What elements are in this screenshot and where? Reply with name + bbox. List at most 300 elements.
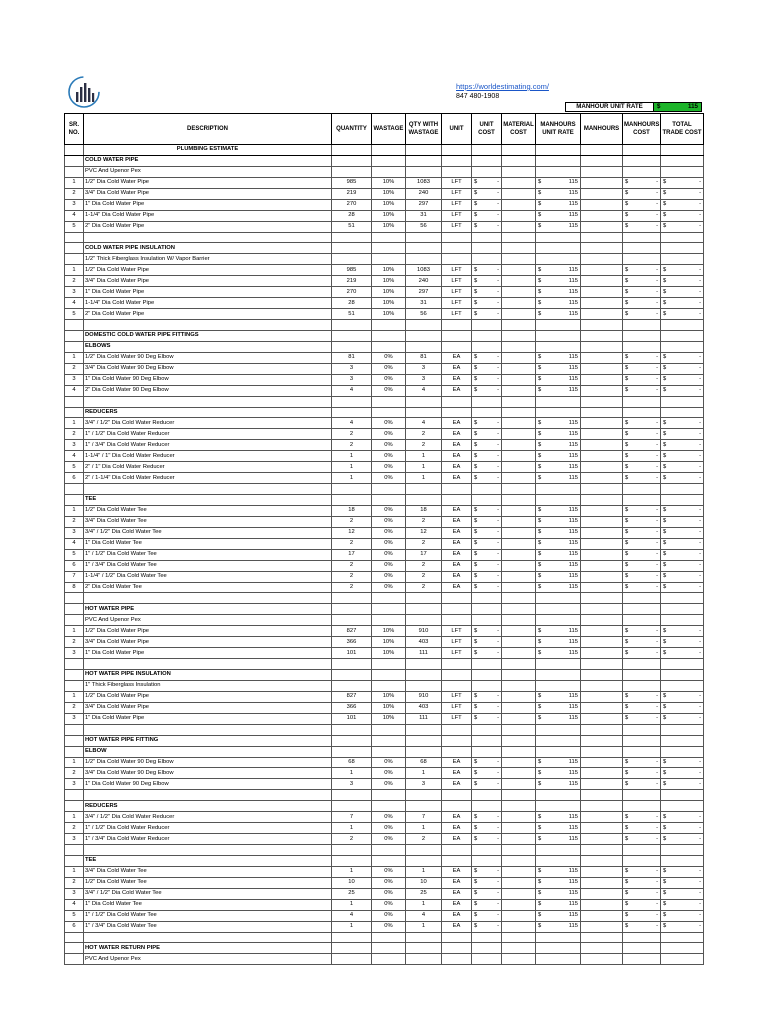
cell-manhours[interactable] xyxy=(581,287,623,298)
cell-qty-with-wastage[interactable]: 4 xyxy=(406,418,442,429)
cell-unit-cost[interactable] xyxy=(472,352,502,363)
cell-unit[interactable]: EA xyxy=(442,429,472,440)
cell-material-cost[interactable] xyxy=(502,713,536,724)
cell-wastage[interactable]: 10% xyxy=(372,298,406,309)
cell-manhours[interactable] xyxy=(581,516,623,527)
cell-empty[interactable] xyxy=(536,670,581,681)
cell-manhours-unit-rate[interactable] xyxy=(536,505,581,516)
cell-empty[interactable] xyxy=(472,254,502,265)
cell-description[interactable]: 3/4" / 1/2" Dia Cold Water Reducer xyxy=(84,418,332,429)
cell-unit[interactable]: LFT xyxy=(442,691,472,702)
cell-unit[interactable]: EA xyxy=(442,779,472,790)
cell-unit-cost[interactable] xyxy=(472,374,502,385)
cell-empty[interactable] xyxy=(581,155,623,166)
cell-empty[interactable] xyxy=(406,735,442,746)
cell-manhours-unit-rate[interactable] xyxy=(536,571,581,582)
cell-sr-no[interactable]: 4 xyxy=(65,899,84,910)
cell-qty-with-wastage[interactable]: 1083 xyxy=(406,265,442,276)
cell-sr-no[interactable]: 1 xyxy=(65,626,84,637)
cell-empty[interactable] xyxy=(372,943,406,954)
cell-empty[interactable] xyxy=(332,320,372,331)
cell-unit-cost[interactable] xyxy=(472,538,502,549)
cell-description[interactable]: 3/4" / 1/2" Dia Cold Water Tee xyxy=(84,527,332,538)
cell-manhours-cost[interactable] xyxy=(623,571,661,582)
cell-wastage[interactable]: 10% xyxy=(372,713,406,724)
cell-empty[interactable] xyxy=(442,166,472,177)
cell-sr-no[interactable]: 2 xyxy=(65,429,84,440)
cell-sr-no[interactable]: 3 xyxy=(65,527,84,538)
cell-quantity[interactable]: 3 xyxy=(332,779,372,790)
cell-sr-no[interactable]: 1 xyxy=(65,866,84,877)
cell-empty[interactable] xyxy=(502,932,536,943)
cell-empty[interactable] xyxy=(536,615,581,626)
cell-empty[interactable] xyxy=(661,243,704,254)
cell-empty[interactable] xyxy=(581,484,623,495)
cell-quantity[interactable]: 2 xyxy=(332,560,372,571)
cell-unit[interactable]: LFT xyxy=(442,713,472,724)
cell-empty[interactable] xyxy=(332,855,372,866)
cell-quantity[interactable]: 4 xyxy=(332,910,372,921)
cell-qty-with-wastage[interactable]: 111 xyxy=(406,713,442,724)
cell-quantity[interactable]: 827 xyxy=(332,691,372,702)
cell-empty[interactable] xyxy=(372,724,406,735)
cell-description[interactable]: 1" / 3/4" Dia Cold Water Reducer xyxy=(84,440,332,451)
cell-unit-cost[interactable] xyxy=(472,451,502,462)
cell-manhours[interactable] xyxy=(581,210,623,221)
cell-empty[interactable] xyxy=(372,243,406,254)
cell-description[interactable]: 1" Dia Cold Water Tee xyxy=(84,899,332,910)
cell-wastage[interactable]: 0% xyxy=(372,363,406,374)
cell-sr-no[interactable]: 2 xyxy=(65,188,84,199)
cell-empty[interactable] xyxy=(623,670,661,681)
cell-empty[interactable] xyxy=(661,341,704,352)
cell-sr-no[interactable]: 3 xyxy=(65,374,84,385)
cell-empty[interactable] xyxy=(442,724,472,735)
cell-empty[interactable] xyxy=(502,855,536,866)
cell-empty[interactable] xyxy=(502,593,536,604)
cell-total-trade-cost[interactable] xyxy=(661,823,704,834)
cell-sr-no[interactable]: 2 xyxy=(65,516,84,527)
cell-manhours-unit-rate[interactable] xyxy=(536,210,581,221)
cell-sr-no[interactable]: 1 xyxy=(65,505,84,516)
cell-unit-cost[interactable] xyxy=(472,626,502,637)
cell-empty[interactable] xyxy=(372,932,406,943)
cell-unit-cost[interactable] xyxy=(472,287,502,298)
cell-empty[interactable] xyxy=(406,670,442,681)
cell-empty[interactable] xyxy=(661,943,704,954)
cell-manhours[interactable] xyxy=(581,462,623,473)
cell-unit-cost[interactable] xyxy=(472,812,502,823)
cell-description[interactable]: 3/4" Dia Cold Water Pipe xyxy=(84,276,332,287)
cell-qty-with-wastage[interactable]: 3 xyxy=(406,374,442,385)
cell-sr-no[interactable] xyxy=(65,243,84,254)
cell-empty[interactable] xyxy=(536,855,581,866)
section-title[interactable]: TEE xyxy=(84,495,332,506)
cell-description[interactable]: 1" Dia Cold Water Pipe xyxy=(84,199,332,210)
cell-wastage[interactable]: 10% xyxy=(372,221,406,232)
section-title[interactable]: HOT WATER RETURN PIPE xyxy=(84,943,332,954)
cell-total-trade-cost[interactable] xyxy=(661,210,704,221)
cell-total-trade-cost[interactable] xyxy=(661,691,704,702)
cell-sr-no[interactable]: 1 xyxy=(65,177,84,188)
cell-sr-no[interactable]: 4 xyxy=(65,451,84,462)
cell-sr-no[interactable] xyxy=(65,155,84,166)
cell-wastage[interactable]: 10% xyxy=(372,210,406,221)
cell-material-cost[interactable] xyxy=(502,516,536,527)
cell-material-cost[interactable] xyxy=(502,899,536,910)
cell-empty[interactable] xyxy=(536,155,581,166)
cell-manhours-cost[interactable] xyxy=(623,626,661,637)
cell-description[interactable]: 1" Dia Cold Water Tee xyxy=(84,538,332,549)
cell-empty[interactable] xyxy=(536,166,581,177)
cell-sr-no[interactable]: 5 xyxy=(65,221,84,232)
cell-quantity[interactable]: 4 xyxy=(332,385,372,396)
cell-unit[interactable]: EA xyxy=(442,899,472,910)
cell-empty[interactable] xyxy=(406,855,442,866)
cell-empty[interactable] xyxy=(472,670,502,681)
cell-manhours-unit-rate[interactable] xyxy=(536,834,581,845)
cell-empty[interactable] xyxy=(332,746,372,757)
cell-manhours[interactable] xyxy=(581,451,623,462)
cell-total-trade-cost[interactable] xyxy=(661,440,704,451)
cell-manhours[interactable] xyxy=(581,549,623,560)
cell-material-cost[interactable] xyxy=(502,429,536,440)
cell-qty-with-wastage[interactable]: 2 xyxy=(406,429,442,440)
cell-description[interactable]: 1" / 3/4" Dia Cold Water Tee xyxy=(84,560,332,571)
cell-qty-with-wastage[interactable]: 910 xyxy=(406,691,442,702)
cell-empty[interactable] xyxy=(623,932,661,943)
cell-sr-no[interactable]: 2 xyxy=(65,276,84,287)
cell-material-cost[interactable] xyxy=(502,505,536,516)
cell-manhours-unit-rate[interactable] xyxy=(536,877,581,888)
cell-wastage[interactable]: 0% xyxy=(372,571,406,582)
cell-sr-no[interactable]: 5 xyxy=(65,549,84,560)
cell-manhours-unit-rate[interactable] xyxy=(536,385,581,396)
cell-unit-cost[interactable] xyxy=(472,462,502,473)
cell-manhours-unit-rate[interactable] xyxy=(536,812,581,823)
cell-empty[interactable] xyxy=(442,845,472,856)
cell-manhours[interactable] xyxy=(581,823,623,834)
cell-sr-no[interactable]: 2 xyxy=(65,702,84,713)
cell-qty-with-wastage[interactable]: 3 xyxy=(406,363,442,374)
cell-empty[interactable] xyxy=(372,407,406,418)
cell-wastage[interactable]: 0% xyxy=(372,910,406,921)
cell-wastage[interactable]: 0% xyxy=(372,757,406,768)
cell-manhours-cost[interactable] xyxy=(623,188,661,199)
cell-manhours[interactable] xyxy=(581,177,623,188)
cell-empty[interactable] xyxy=(536,801,581,812)
cell-empty[interactable] xyxy=(623,604,661,615)
cell-empty[interactable] xyxy=(502,243,536,254)
cell-unit[interactable]: EA xyxy=(442,538,472,549)
section-subtitle[interactable]: 1/2" Thick Fiberglass Insulation W/ Vapor Barrier xyxy=(84,254,332,265)
cell-empty[interactable] xyxy=(406,254,442,265)
cell-sr-no[interactable]: 7 xyxy=(65,571,84,582)
cell-empty[interactable] xyxy=(536,396,581,407)
cell-qty-with-wastage[interactable]: 240 xyxy=(406,188,442,199)
cell-empty[interactable] xyxy=(502,943,536,954)
cell-material-cost[interactable] xyxy=(502,691,536,702)
cell-unit-cost[interactable] xyxy=(472,210,502,221)
cell-empty[interactable] xyxy=(332,615,372,626)
cell-manhours-cost[interactable] xyxy=(623,691,661,702)
cell-unit-cost[interactable] xyxy=(472,713,502,724)
cell-manhours-unit-rate[interactable] xyxy=(536,713,581,724)
cell-empty[interactable] xyxy=(581,330,623,341)
cell-qty-with-wastage[interactable]: 297 xyxy=(406,199,442,210)
cell-manhours[interactable] xyxy=(581,626,623,637)
cell-manhours[interactable] xyxy=(581,702,623,713)
cell-empty[interactable] xyxy=(332,593,372,604)
cell-unit[interactable]: LFT xyxy=(442,648,472,659)
cell-manhours-unit-rate[interactable] xyxy=(536,921,581,932)
cell-total-trade-cost[interactable] xyxy=(661,199,704,210)
cell-empty[interactable] xyxy=(536,320,581,331)
cell-quantity[interactable]: 2 xyxy=(332,429,372,440)
cell-unit[interactable]: EA xyxy=(442,582,472,593)
cell-description[interactable]: 2" Dia Cold Water Pipe xyxy=(84,221,332,232)
cell-empty[interactable] xyxy=(472,320,502,331)
cell-empty[interactable] xyxy=(661,735,704,746)
cell-description[interactable]: 1" Dia Cold Water 90 Deg Elbow xyxy=(84,779,332,790)
cell-total-trade-cost[interactable] xyxy=(661,352,704,363)
cell-material-cost[interactable] xyxy=(502,823,536,834)
cell-sr-no[interactable]: 3 xyxy=(65,713,84,724)
cell-total-trade-cost[interactable] xyxy=(661,451,704,462)
cell-empty[interactable] xyxy=(536,232,581,243)
cell-unit-cost[interactable] xyxy=(472,527,502,538)
cell-empty[interactable] xyxy=(661,746,704,757)
cell-qty-with-wastage[interactable]: 1 xyxy=(406,451,442,462)
cell-qty-with-wastage[interactable]: 403 xyxy=(406,702,442,713)
cell-manhours-unit-rate[interactable] xyxy=(536,451,581,462)
cell-empty[interactable] xyxy=(581,735,623,746)
cell-empty[interactable] xyxy=(581,396,623,407)
cell-qty-with-wastage[interactable]: 1083 xyxy=(406,177,442,188)
cell-empty[interactable] xyxy=(581,407,623,418)
cell-qty-with-wastage[interactable]: 81 xyxy=(406,352,442,363)
cell-manhours[interactable] xyxy=(581,363,623,374)
cell-sr-no[interactable] xyxy=(65,166,84,177)
cell-total-trade-cost[interactable] xyxy=(661,188,704,199)
cell-empty[interactable] xyxy=(623,845,661,856)
cell-wastage[interactable]: 0% xyxy=(372,899,406,910)
cell-empty[interactable] xyxy=(472,484,502,495)
cell-empty[interactable] xyxy=(536,790,581,801)
cell-description[interactable]: 1/2" Dia Cold Water Pipe xyxy=(84,626,332,637)
cell-total-trade-cost[interactable] xyxy=(661,287,704,298)
cell-empty[interactable] xyxy=(502,724,536,735)
cell-manhours-unit-rate[interactable] xyxy=(536,648,581,659)
cell-qty-with-wastage[interactable]: 2 xyxy=(406,538,442,549)
cell-unit[interactable]: LFT xyxy=(442,199,472,210)
cell-empty[interactable] xyxy=(442,330,472,341)
cell-manhours-cost[interactable] xyxy=(623,538,661,549)
cell-manhours-unit-rate[interactable] xyxy=(536,265,581,276)
cell-empty[interactable] xyxy=(472,724,502,735)
cell-empty[interactable] xyxy=(472,932,502,943)
cell-manhours-cost[interactable] xyxy=(623,648,661,659)
cell-empty[interactable] xyxy=(406,790,442,801)
cell-unit[interactable]: EA xyxy=(442,877,472,888)
cell-manhours-unit-rate[interactable] xyxy=(536,177,581,188)
cell-empty[interactable] xyxy=(372,593,406,604)
cell-manhours-cost[interactable] xyxy=(623,462,661,473)
cell-empty[interactable] xyxy=(581,746,623,757)
cell-manhours-unit-rate[interactable] xyxy=(536,768,581,779)
cell-wastage[interactable]: 10% xyxy=(372,626,406,637)
cell-manhours-cost[interactable] xyxy=(623,177,661,188)
cell-total-trade-cost[interactable] xyxy=(661,276,704,287)
cell-manhours-unit-rate[interactable] xyxy=(536,473,581,484)
cell-unit-cost[interactable] xyxy=(472,429,502,440)
cell-wastage[interactable]: 0% xyxy=(372,549,406,560)
cell-empty[interactable] xyxy=(406,746,442,757)
cell-sr-no[interactable]: 4 xyxy=(65,210,84,221)
cell-empty[interactable] xyxy=(472,604,502,615)
cell-total-trade-cost[interactable] xyxy=(661,910,704,921)
cell-total-trade-cost[interactable] xyxy=(661,298,704,309)
cell-unit[interactable]: EA xyxy=(442,888,472,899)
cell-material-cost[interactable] xyxy=(502,834,536,845)
cell-empty[interactable] xyxy=(442,484,472,495)
cell-description[interactable]: 1-1/4" / 1" Dia Cold Water Reducer xyxy=(84,451,332,462)
cell-unit-cost[interactable] xyxy=(472,877,502,888)
cell-empty[interactable] xyxy=(661,320,704,331)
cell-unit-cost[interactable] xyxy=(472,899,502,910)
cell-sr-no[interactable]: 1 xyxy=(65,757,84,768)
cell-empty[interactable] xyxy=(372,670,406,681)
cell-manhours-unit-rate[interactable] xyxy=(536,352,581,363)
cell-empty[interactable] xyxy=(536,943,581,954)
cell-empty[interactable] xyxy=(442,495,472,506)
cell-empty[interactable] xyxy=(472,845,502,856)
cell-wastage[interactable]: 10% xyxy=(372,702,406,713)
cell-quantity[interactable]: 12 xyxy=(332,527,372,538)
cell-sr-no[interactable] xyxy=(65,254,84,265)
cell-empty[interactable] xyxy=(502,670,536,681)
cell-unit[interactable]: EA xyxy=(442,527,472,538)
cell-empty[interactable] xyxy=(623,659,661,670)
cell-material-cost[interactable] xyxy=(502,702,536,713)
cell-quantity[interactable]: 28 xyxy=(332,210,372,221)
cell-qty-with-wastage[interactable]: 25 xyxy=(406,888,442,899)
cell-qty-with-wastage[interactable]: 31 xyxy=(406,298,442,309)
cell-manhours-unit-rate[interactable] xyxy=(536,702,581,713)
cell-quantity[interactable]: 3 xyxy=(332,363,372,374)
cell-unit-cost[interactable] xyxy=(472,177,502,188)
cell-manhours-cost[interactable] xyxy=(623,374,661,385)
cell-empty[interactable] xyxy=(406,724,442,735)
cell-unit-cost[interactable] xyxy=(472,473,502,484)
cell-wastage[interactable]: 0% xyxy=(372,823,406,834)
cell-description[interactable]: 3/4" Dia Cold Water Pipe xyxy=(84,637,332,648)
cell-manhours[interactable] xyxy=(581,199,623,210)
cell-empty[interactable] xyxy=(661,659,704,670)
cell-manhours-unit-rate[interactable] xyxy=(536,516,581,527)
cell-unit[interactable]: EA xyxy=(442,440,472,451)
cell-total-trade-cost[interactable] xyxy=(661,812,704,823)
cell-empty[interactable] xyxy=(502,155,536,166)
cell-unit-cost[interactable] xyxy=(472,779,502,790)
cell-empty[interactable] xyxy=(406,396,442,407)
cell-unit[interactable]: LFT xyxy=(442,637,472,648)
cell-description[interactable]: 1" / 1/2" Dia Cold Water Tee xyxy=(84,910,332,921)
cell-manhours-cost[interactable] xyxy=(623,637,661,648)
cell-quantity[interactable]: 1 xyxy=(332,921,372,932)
cell-quantity[interactable]: 2 xyxy=(332,582,372,593)
cell-description[interactable]: 1/2" Dia Cold Water Tee xyxy=(84,505,332,516)
cell-empty[interactable] xyxy=(536,746,581,757)
cell-empty[interactable] xyxy=(623,943,661,954)
cell-unit-cost[interactable] xyxy=(472,637,502,648)
cell-empty[interactable] xyxy=(472,943,502,954)
cell-manhours[interactable] xyxy=(581,910,623,921)
cell-quantity[interactable]: 270 xyxy=(332,199,372,210)
cell-quantity[interactable]: 366 xyxy=(332,702,372,713)
cell-empty[interactable] xyxy=(502,254,536,265)
cell-sr-no[interactable]: 2 xyxy=(65,363,84,374)
cell-wastage[interactable]: 0% xyxy=(372,352,406,363)
cell-unit-cost[interactable] xyxy=(472,385,502,396)
cell-empty[interactable] xyxy=(581,790,623,801)
cell-unit-cost[interactable] xyxy=(472,549,502,560)
cell-empty[interactable] xyxy=(372,396,406,407)
cell-description[interactable]: 3/4" / 1/2" Dia Cold Water Tee xyxy=(84,888,332,899)
cell-total-trade-cost[interactable] xyxy=(661,374,704,385)
cell-material-cost[interactable] xyxy=(502,418,536,429)
cell-sr-no[interactable]: 2 xyxy=(65,877,84,888)
cell-manhours-unit-rate[interactable] xyxy=(536,757,581,768)
cell-empty[interactable] xyxy=(581,680,623,691)
cell-wastage[interactable]: 10% xyxy=(372,287,406,298)
cell-material-cost[interactable] xyxy=(502,812,536,823)
cell-quantity[interactable]: 366 xyxy=(332,637,372,648)
cell-empty[interactable] xyxy=(502,330,536,341)
cell-qty-with-wastage[interactable]: 4 xyxy=(406,385,442,396)
cell-description[interactable]: 3/4" Dia Cold Water Pipe xyxy=(84,188,332,199)
cell-empty[interactable] xyxy=(472,735,502,746)
cell-empty[interactable] xyxy=(623,330,661,341)
cell-empty[interactable] xyxy=(502,790,536,801)
cell-description[interactable]: 2" Dia Cold Water 90 Deg Elbow xyxy=(84,385,332,396)
cell-sr-no[interactable]: 6 xyxy=(65,921,84,932)
cell-empty[interactable] xyxy=(502,604,536,615)
cell-manhours-unit-rate[interactable] xyxy=(536,221,581,232)
cell-sr-no[interactable]: 6 xyxy=(65,473,84,484)
cell-qty-with-wastage[interactable]: 4 xyxy=(406,910,442,921)
cell-qty-with-wastage[interactable]: 2 xyxy=(406,516,442,527)
cell-quantity[interactable]: 2 xyxy=(332,538,372,549)
cell-empty[interactable] xyxy=(661,254,704,265)
cell-empty[interactable] xyxy=(472,407,502,418)
cell-empty[interactable] xyxy=(581,615,623,626)
cell-sr-no[interactable]: 2 xyxy=(65,768,84,779)
cell-empty[interactable] xyxy=(581,604,623,615)
cell-manhours-cost[interactable] xyxy=(623,199,661,210)
cell-empty[interactable] xyxy=(536,407,581,418)
cell-unit[interactable]: EA xyxy=(442,385,472,396)
cell-unit-cost[interactable] xyxy=(472,768,502,779)
cell-manhours-cost[interactable] xyxy=(623,549,661,560)
cell-description[interactable]: 1" / 1/2" Dia Cold Water Reducer xyxy=(84,429,332,440)
cell-manhours[interactable] xyxy=(581,265,623,276)
cell-empty[interactable] xyxy=(581,724,623,735)
cell-total-trade-cost[interactable] xyxy=(661,473,704,484)
cell-empty[interactable] xyxy=(372,680,406,691)
cell-empty[interactable] xyxy=(661,166,704,177)
cell-unit[interactable]: LFT xyxy=(442,221,472,232)
